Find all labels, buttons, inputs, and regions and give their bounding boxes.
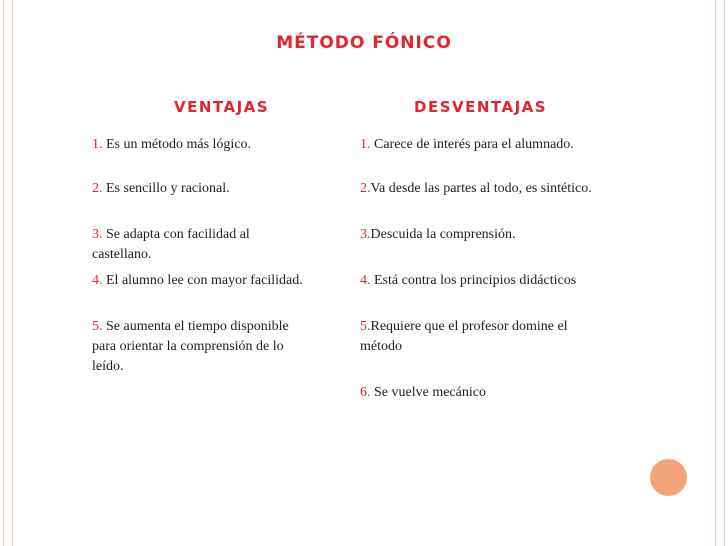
item-number: 5. bbox=[360, 319, 371, 334]
desventaja-item-1 bbox=[360, 135, 600, 155]
item-text: Descuida la comprensión. bbox=[370, 227, 516, 242]
item-number: 1. bbox=[92, 137, 103, 152]
item-text: Carece de interés para el alumnado. bbox=[370, 137, 574, 152]
item-number: 4. bbox=[92, 273, 103, 288]
item-number: 2. bbox=[92, 181, 103, 196]
ventaja-item-3 bbox=[92, 225, 312, 265]
desventaja-item-4 bbox=[360, 271, 600, 291]
ventaja-item-4 bbox=[92, 271, 312, 291]
item-text: Se aumenta el tiempo disponible para orientar la comprensión de lo leído. bbox=[92, 319, 289, 374]
item-number: 2. bbox=[360, 181, 371, 196]
item-text: Requiere que el profesor domine el método bbox=[360, 319, 568, 354]
desventaja-item-6 bbox=[360, 383, 600, 403]
ventaja-item-1 bbox=[92, 135, 312, 155]
item-number: 1. bbox=[360, 137, 371, 152]
item-number: 3. bbox=[92, 227, 103, 242]
right-decorative-band bbox=[715, 0, 725, 546]
ventajas-header: VENTAJAS bbox=[174, 98, 270, 116]
desventajas-header: DESVENTAJAS bbox=[414, 98, 548, 116]
item-text: Va desde las partes al todo, es sintético. bbox=[370, 181, 592, 196]
desventaja-item-3 bbox=[360, 225, 600, 245]
item-text: Es un método más lógico. bbox=[102, 137, 252, 152]
item-text: Se adapta con facilidad al castellano. bbox=[92, 227, 250, 262]
decorative-circle bbox=[650, 459, 687, 496]
desventaja-item-5 bbox=[360, 317, 600, 357]
item-number: 3. bbox=[360, 227, 371, 242]
item-text: Es sencillo y racional. bbox=[102, 181, 230, 196]
item-text: Se vuelve mecánico bbox=[370, 385, 486, 400]
ventaja-item-5 bbox=[92, 317, 312, 377]
item-number: 6. bbox=[360, 385, 371, 400]
slide-title: MÉTODO FÓNICO bbox=[276, 33, 452, 53]
ventaja-item-2 bbox=[92, 179, 312, 199]
item-number: 5. bbox=[92, 319, 103, 334]
left-decorative-band bbox=[3, 0, 13, 546]
item-text: Está contra los principios didácticos bbox=[370, 273, 577, 288]
item-text: El alumno lee con mayor facilidad. bbox=[102, 273, 303, 288]
desventaja-item-2 bbox=[360, 179, 600, 199]
item-number: 4. bbox=[360, 273, 371, 288]
